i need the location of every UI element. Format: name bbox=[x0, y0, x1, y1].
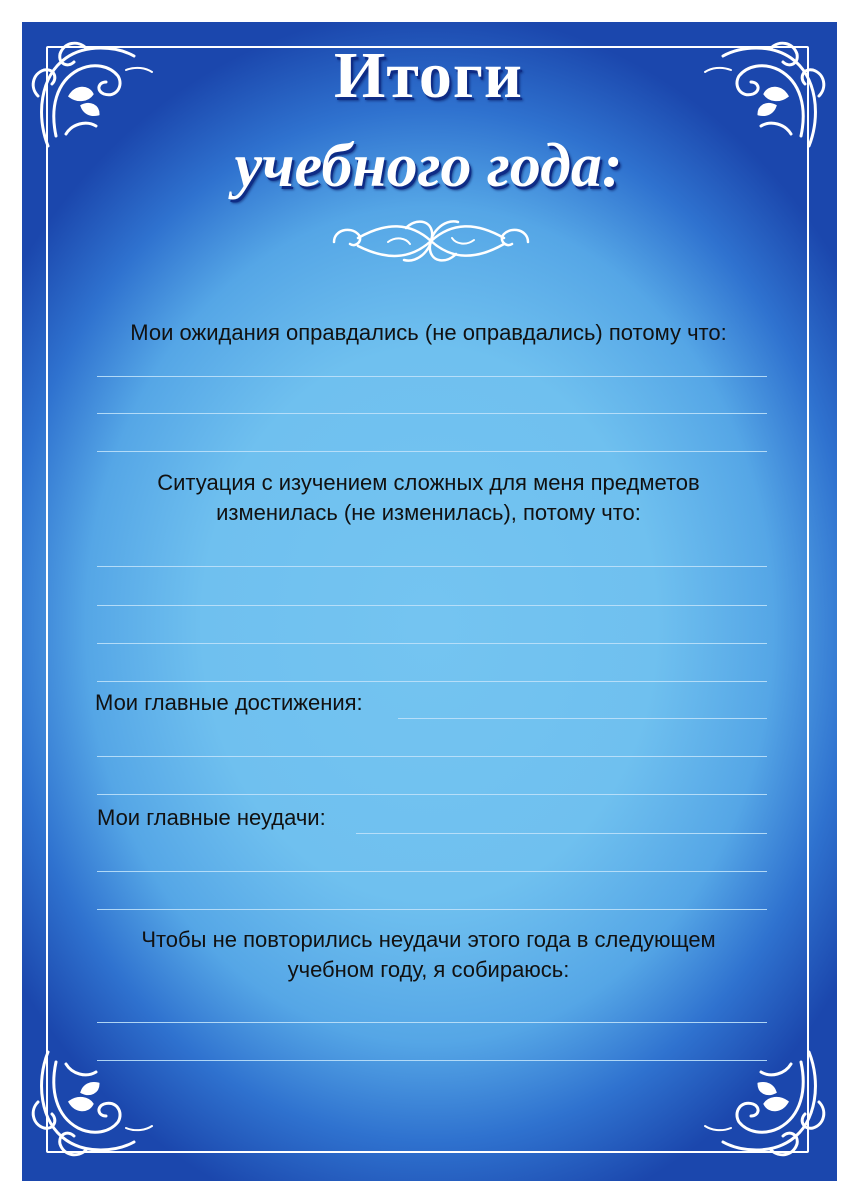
writing-line bbox=[97, 451, 767, 452]
prompt-plans-line2: учебном году, я собираюсь: bbox=[287, 957, 570, 982]
prompt-difficult-subjects-line2: изменилась (не изменилась), потому что: bbox=[216, 500, 641, 525]
page-title: Итоги bbox=[334, 39, 523, 112]
writing-line bbox=[97, 909, 767, 910]
title-flourish-ornament bbox=[326, 208, 536, 274]
writing-line bbox=[97, 871, 767, 872]
writing-line bbox=[97, 1022, 767, 1023]
prompt-plans-line1: Чтобы не повторились неудачи этого года в следующем bbox=[141, 927, 716, 952]
writing-line bbox=[97, 794, 767, 795]
writing-line bbox=[97, 756, 767, 757]
writing-line bbox=[97, 376, 767, 377]
writing-line bbox=[97, 681, 767, 682]
writing-line bbox=[97, 1060, 767, 1061]
corner-ornament-bottom-left bbox=[26, 1032, 156, 1162]
page-subtitle: учебного года: bbox=[234, 132, 623, 200]
prompt-difficult-subjects-line1: Ситуация с изучением сложных для меня предметов bbox=[157, 470, 700, 495]
prompt-achievements: Мои главные достижения: bbox=[95, 690, 363, 715]
corner-ornament-bottom-right bbox=[701, 1032, 831, 1162]
writing-line bbox=[97, 566, 767, 567]
prompt-failures: Мои главные неудачи: bbox=[97, 805, 326, 830]
writing-line bbox=[97, 643, 767, 644]
prompt-expectations: Мои ожидания оправдались (не оправдались) потому что: bbox=[130, 320, 727, 345]
writing-line bbox=[398, 718, 767, 719]
writing-line bbox=[97, 413, 767, 414]
writing-line bbox=[97, 605, 767, 606]
writing-line bbox=[356, 833, 767, 834]
